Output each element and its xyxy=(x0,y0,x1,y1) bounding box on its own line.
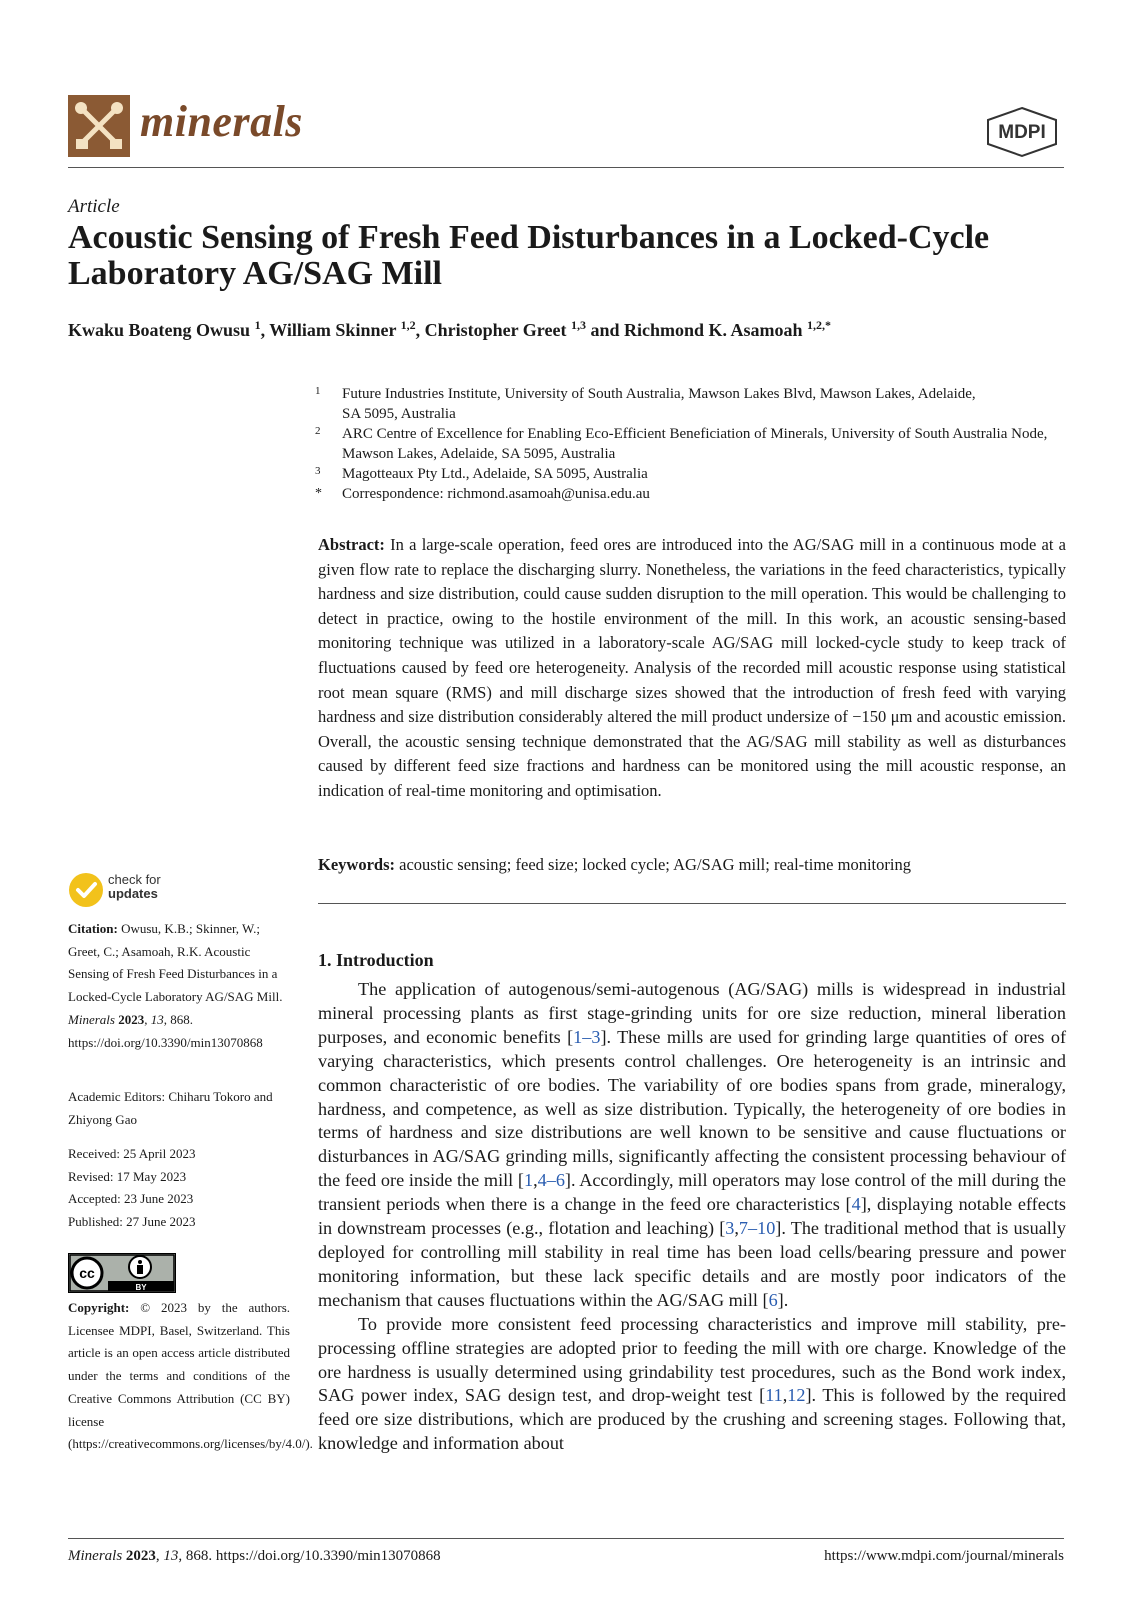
section-divider xyxy=(318,903,1066,904)
keywords-label: Keywords: xyxy=(318,855,395,874)
cc-label: cc xyxy=(79,1265,95,1281)
affiliation-mark: 2 xyxy=(315,425,321,437)
reference-link[interactable]: 6 xyxy=(768,1289,778,1310)
correspondence xyxy=(315,484,1067,504)
footer-doi[interactable]: , 868. https://doi.org/10.3390/min13070868 xyxy=(178,1548,441,1564)
date-published: Published: 27 June 2023 xyxy=(68,1214,196,1230)
affiliation-2 xyxy=(315,424,1067,464)
footer-journal-url[interactable]: https://www.mdpi.com/journal/minerals xyxy=(824,1548,1064,1564)
abstract-text: In a large-scale operation, feed ores are introduced into the AG/SAG mill in a continuous mode at a given flow rate to replace the discharging slurry. Nonetheless, the variations in the feed characteristics, typically hardness and size distribution, could cause sudden disruption to the mill operation. This would be challenging to detect in practice, owing to the hostile environment of the mill. In this work, an acoustic sensing-based monitoring technique was utilized in a laboratory-scale AG/SAG mill locked-cycle study to keep track of fluctuations caused by feed ore heterogeneity. Analysis of the recorded mill acoustic response using statistical root mean square (RMS) and mill discharge sizes showed that the introduction of fresh feed with varying hardness and size distribution considerably altered the mill product undersize of −150 μm and acoustic emission. Overall, the acoustic sensing technique demonstrated that the AG/SAG mill stability as well as disturbances caused by different feed size fractions and hardness can be monitored using the mill acoustic response, an indication of real-time monitoring and optimisation. xyxy=(318,535,1066,800)
affiliation-text: Magotteaux Pty Ltd., Adelaide, SA 5095, Australia xyxy=(342,466,648,482)
author-affiliation-sup: 1 xyxy=(254,318,261,332)
check-for-updates-button[interactable] xyxy=(68,872,178,908)
reference-link[interactable]: 12 xyxy=(787,1385,806,1406)
citation-block: Citation: Owusu, K.B.; Skinner, W.; Greet, C.; Asamoah, R.K. Acoustic Sensing of Fresh Feed Disturbances in a Locked-Cycle Laboratory AG/SAG Mill. Minerals 2023, 13, 868. https://doi.org/10.3390/min13070868 xyxy=(68,921,283,1050)
date-received: Received: 25 April 2023 xyxy=(68,1146,196,1161)
author-affiliation-sup: 1,3 xyxy=(570,318,586,332)
affiliation-mark: 1 xyxy=(315,385,321,397)
reference-link[interactable]: 4 xyxy=(851,1194,861,1215)
author-name: William Skinner xyxy=(269,320,401,340)
article-type: Article xyxy=(68,196,120,217)
footer-volume: 13 xyxy=(163,1548,179,1564)
check-updates-line2: updates xyxy=(108,886,158,901)
footer-citation: Minerals 2023, 13, 868. https://doi.org/10.3390/min13070868 xyxy=(68,1548,441,1564)
mdpi-logo-icon xyxy=(982,106,1062,158)
affiliation-text: Future Industries Institute, University of South Australia, Mawson Lakes Blvd, Mawson Lakes, Adelaide, SA 5095, Australia xyxy=(342,386,976,422)
citation-doi[interactable]: , 868. https://doi.org/10.3390/min13070868 xyxy=(68,1011,263,1050)
author-name: Richmond K. Asamoah xyxy=(623,320,808,340)
affiliation-3 xyxy=(315,464,1067,484)
reference-link[interactable]: 11 xyxy=(765,1385,783,1406)
affiliation-mark: 3 xyxy=(315,465,321,477)
affiliation-1 xyxy=(315,384,1067,424)
author-name: Kwaku Boateng Owusu xyxy=(68,320,255,340)
author-list: Kwaku Boateng Owusu $^1$, William Skinner $^{1,2}$, Christopher Greet $^{1,3}$ and Richmond K. Asamoah $^{1,2,*}$ xyxy=(68,318,832,340)
citation-journal: Minerals xyxy=(68,1011,115,1027)
abstract-label: Abstract: xyxy=(318,535,385,554)
date-revised: Revised: 17 May 2023 xyxy=(68,1168,187,1184)
article-dates xyxy=(68,1143,290,1234)
introduction-body xyxy=(318,978,1066,1456)
reference-link[interactable]: 4–6 xyxy=(537,1170,565,1191)
citation-label: Citation: xyxy=(68,921,118,936)
mdpi-logo-text: MDPI xyxy=(998,122,1046,143)
citation-year: 2023 xyxy=(118,1011,145,1027)
cc-by-license-icon[interactable] xyxy=(68,1253,176,1293)
copyright-text: © 2023 by the authors. Licensee MDPI, Basel, Switzerland. This article is an open access article distributed under the terms and conditions of the Creative Commons Attribution (CC BY) license (https://creativecommons.org/licenses/by/4.0/). xyxy=(68,1300,313,1452)
reference-link[interactable]: 1–3 xyxy=(573,1026,601,1047)
citation-volume: 13 xyxy=(150,1011,164,1027)
citation-text: Owusu, K.B.; Skinner, W.; Greet, C.; Asamoah, R.K. Acoustic Sensing of Fresh Feed Disturbances in a Locked-Cycle Laboratory AG/SAG Mill. xyxy=(68,921,283,1005)
affiliation-text: ARC Centre of Excellence for Enabling Eco-Efficient Beneficiation of Minerals, University of South Australia Node, Mawson Lakes, Adelaide, SA 5095, Australia xyxy=(342,426,1048,462)
footer-journal: Minerals xyxy=(68,1548,123,1564)
author-name: Christopher Greet xyxy=(424,320,571,340)
paragraph: To provide more consistent feed processing characteristics and improve mill stability, pre-processing offline strategies are adopted prior to feeding the mill with ore charge. Knowledge of the ore hardness is usually determined using grindability test procedures, such as the Bond work index, SAG power index, SAG design test, and drop-weight test [11,12]. This is followed by the required feed ore size distributions, which are produced by the crushing and screening stages. Following that, knowledge and information about xyxy=(318,1313,1066,1454)
affiliation-mark: * xyxy=(315,486,322,501)
reference-link[interactable]: 1 xyxy=(523,1170,534,1191)
journal-name: minerals xyxy=(140,97,303,146)
copyright-block xyxy=(68,1297,313,1456)
keywords-text: acoustic sensing; feed size; locked cycle; AG/SAG mill; real-time monitoring xyxy=(399,855,911,874)
reference-link[interactable]: 3 xyxy=(725,1218,735,1239)
check-updates-icon xyxy=(68,872,104,908)
paragraph: The application of autogenous/semi-autogenous (AG/SAG) mills is widespread in industrial mineral processing plants as first stage-grinding units for ore size reduction, mineral liberation purposes, and economic benefits [1–3]. These mills are used for grinding large quantities of ores of varying characteristics, which presents control challenges. Ore heterogeneity is an intrinsic and common characteristic of ore bodies. The variability of ore bodies spans from grade, mineralogy, hardness, and competence, as well as size distribution. Typically, the heterogeneity of ore bodies in terms of hardness and size distributions are well known to be sensitive and cause fluctuations or disturbances in AG/SAG grinding mills, significantly affecting the consistent processing behaviour of the feed ore inside the mill [1,4–6]. Accordingly, mill operators may lose control of the mill during the transient periods when there is a change in the feed ore characteristics [4], displaying notable effects in downstream processes (e.g., flotation and leaching) [3,7–10]. The traditional method that is usually deployed for controlling mill stability in real time has been load cells/bearing pressure and power monitoring information, but these lack specific details and are mostly poor indicators of the mechanism that causes fluctuations within the AG/SAG mill [6]. xyxy=(318,979,1067,1310)
copyright-label: Copyright: xyxy=(68,1300,130,1315)
journal-logo-icon xyxy=(68,95,130,157)
header-divider xyxy=(68,167,1064,168)
abstract xyxy=(318,533,1066,804)
date-accepted: Accepted: 23 June 2023 xyxy=(68,1191,194,1207)
academic-editors: Academic Editors: Chiharu Tokoro and Zhiyong Gao xyxy=(68,1089,273,1127)
check-updates-line1: check for xyxy=(108,872,161,887)
footer-divider xyxy=(68,1538,1064,1539)
author-affiliation-sup: 1,2,* xyxy=(807,318,832,332)
cc-by-label: BY xyxy=(135,1283,147,1292)
section-heading: 1. Introduction xyxy=(318,950,434,970)
reference-link[interactable]: 7–10 xyxy=(738,1218,776,1239)
footer-year: 2023 xyxy=(125,1548,156,1564)
keywords xyxy=(318,855,1066,875)
correspondence-text: Correspondence: richmond.asamoah@unisa.edu.au xyxy=(342,486,650,502)
author-affiliation-sup: 1,2 xyxy=(400,318,416,332)
article-title: Acoustic Sensing of Fresh Feed Disturbances in a Locked-Cycle Laboratory AG/SAG Mill xyxy=(68,219,990,292)
